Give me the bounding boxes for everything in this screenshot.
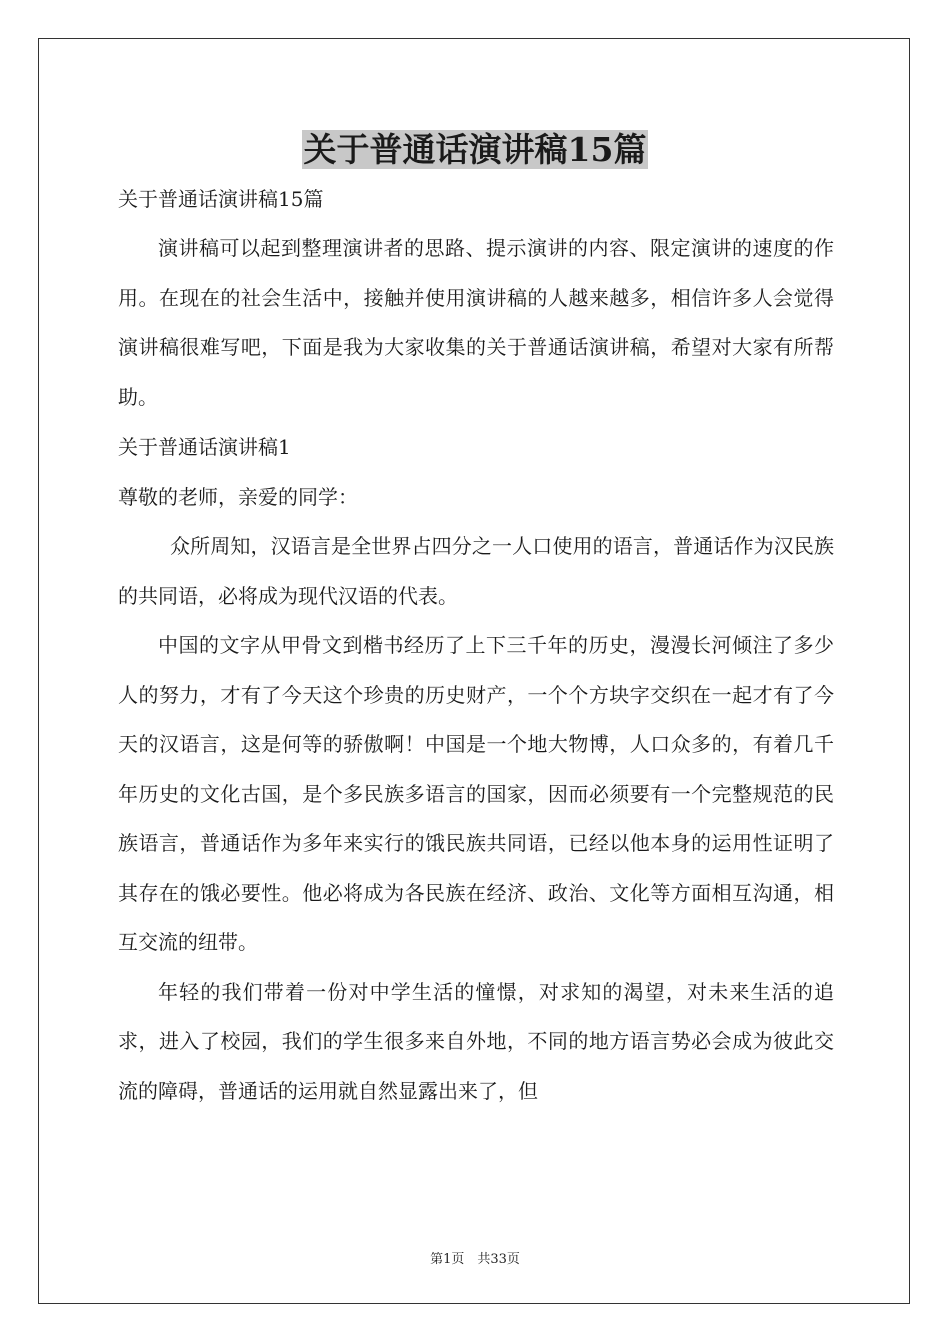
body-paragraph: 中国的文字从甲骨文到楷书经历了上下三千年的历史，漫漫长河倾注了多少人的努力，才有了今天这个珍贵的历史财产，一个个方块字交织在一起才有了今天的汉语言，这是何等的骄傲啊！中国是一个地大物博，人口众多的，有着几千年历史的文化古国，是个多民族多语言的国家，因而必须要有一个完整规范的民族语言，普通话作为多年来实行的饿民族共同语，已经以他本身的运用性证明了其存在的饿必要性。他必将成为各民族在经济、政治、文化等方面相互沟通，相互交流的纽带。 xyxy=(118,633,834,954)
page-number-footer: 第1页 共33页 xyxy=(430,1252,520,1267)
section-heading: 关于普通话演讲稿1 xyxy=(118,435,291,459)
document-subtitle: 关于普通话演讲稿15篇 xyxy=(118,187,324,211)
greeting-line: 尊敬的老师，亲爱的同学： xyxy=(118,485,358,509)
intro-paragraph: 演讲稿可以起到整理演讲者的思路、提示演讲的内容、限定演讲的速度的作用。在现在的社会生活中，接触并使用演讲稿的人越来越多，相信许多人会觉得演讲稿很难写吧，下面是我为大家收集的关于普通话演讲稿，希望对大家有所帮助。 xyxy=(118,236,834,409)
body-paragraph: 年轻的我们带着一份对中学生活的憧憬，对求知的渴望，对未来生活的追求，进入了校园，我们的学生很多来自外地，不同的地方语言势必会成为彼此交流的障碍，普通话的运用就自然显露出来了，但 xyxy=(118,979,834,1103)
document-body xyxy=(118,182,834,1124)
document-title: 关于普通话演讲稿15篇 xyxy=(303,130,647,169)
body-paragraph: 众所周知，汉语言是全世界占四分之一人口使用的语言，普通话作为汉民族的共同语，必将成为现代汉语的代表。 xyxy=(118,534,834,608)
